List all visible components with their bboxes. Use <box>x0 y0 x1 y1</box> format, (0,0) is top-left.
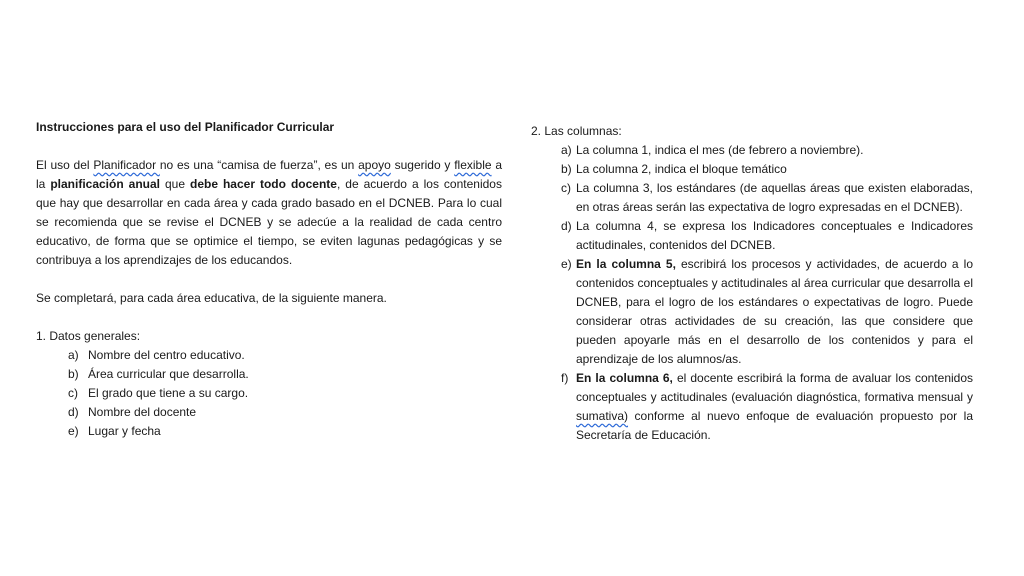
list-item <box>531 217 973 255</box>
item-text <box>576 369 973 445</box>
intro-underlined-apoyo: apoyo <box>358 158 391 172</box>
intro-text-3: sugerido y <box>390 158 455 172</box>
intro-text-5: que <box>160 177 190 191</box>
list-item <box>531 160 973 179</box>
item-text: La columna 4, se expresa los Indicadores conceptuales e Indicadores actitudinales, contenidos del DCNEB. <box>576 219 973 252</box>
list-item <box>531 369 973 445</box>
list-item <box>531 141 973 160</box>
intro-text-4: a la <box>36 158 502 191</box>
intro-text-1: El uso del <box>36 158 94 172</box>
list-item <box>36 422 502 441</box>
item-text: El grado que tiene a su cargo. <box>88 386 249 400</box>
item-bold-lead: En la columna 5, <box>576 257 676 271</box>
item-text: Área curricular que desarrolla. <box>88 367 249 381</box>
intro-bold-planificacion-anual: planificación anual <box>50 177 160 191</box>
item-body: el docente escribirá la forma de avaluar los contenidos conceptuales y actitudinales (evaluación diagnóstica, formativa mensual y <box>576 371 974 404</box>
item-text: Nombre del docente <box>88 405 197 419</box>
item-body-end: conforme al nuevo enfoque de evaluación propuesto por la Secretaría de Educación. <box>576 409 973 442</box>
item-letter: e) <box>561 257 572 271</box>
item-letter: a) <box>68 348 79 362</box>
list-item <box>531 179 973 217</box>
item-text: La columna 3, los estándares (de aquellas áreas que existen elaboradas, en otras áreas serán las expectativa de logro expresadas en el DCNEB). <box>576 181 973 214</box>
right-column <box>531 122 973 445</box>
list-item <box>36 384 502 403</box>
intro-text-2: no es una “camisa de fuerza”, es un <box>159 158 359 172</box>
item-letter: e) <box>68 424 79 438</box>
columns-list <box>531 141 973 445</box>
completion-text: Se completará, para cada área educativa, de la siguiente manera. <box>36 291 387 305</box>
item-underlined-sumativa: sumativa) <box>576 409 629 423</box>
item-letter: b) <box>561 162 572 176</box>
intro-text-6: , de acuerdo a los contenidos que hay que desarrollar en cada área y cada grado basado en el DCNEB. Para lo cual se recomienda que se revise el DCNEB y se adecúe a la realidad de cada centro educativo, de forma que se optimice el tiempo, se eviten lagunas pedagógicas y se contribuya a los aprendizajes de los educandos. <box>36 177 502 267</box>
item-letter: f) <box>561 371 569 385</box>
intro-underlined-planificador: Planificador <box>93 158 160 172</box>
document-title: Instrucciones para el uso del Planificador Curricular <box>36 120 335 134</box>
item-letter: d) <box>561 219 572 233</box>
intro-bold-debe-hacer: debe hacer todo docente <box>189 177 337 191</box>
section1-heading: 1. Datos generales: <box>36 329 141 343</box>
item-text: Lugar y fecha <box>88 424 161 438</box>
item-letter: c) <box>561 181 571 195</box>
intro-paragraph <box>36 156 502 270</box>
item-body: escribirá los procesos y actividades, de acuerdo a lo contenidos conceptuales y actitudinales al área curricular que desarrolla el DCNEB, para el logro de los estándares o expectativas de logro. Puede considerar otras actividades de su creación, las que considere que pueden apoyarle más en el desarrollo de los contenidos y para el aprendizaje de los alumnos/as. <box>576 257 973 366</box>
item-text: Nombre del centro educativo. <box>88 348 245 362</box>
left-column <box>36 118 502 441</box>
list-item <box>36 403 502 422</box>
intro-underlined-flexible: flexible <box>454 158 492 172</box>
item-text <box>576 255 973 369</box>
section2-heading: 2. Las columnas: <box>531 124 622 138</box>
list-item <box>36 365 502 384</box>
item-bold-lead: En la columna 6, <box>576 371 673 385</box>
item-text: La columna 2, indica el bloque temático <box>576 162 787 176</box>
item-letter: b) <box>68 367 79 381</box>
list-item <box>531 255 973 369</box>
item-letter: d) <box>68 405 79 419</box>
list-item <box>36 346 502 365</box>
item-letter: a) <box>561 143 572 157</box>
item-text: La columna 1, indica el mes (de febrero a noviembre). <box>576 143 864 157</box>
general-data-list <box>36 346 502 441</box>
item-letter: c) <box>68 386 78 400</box>
